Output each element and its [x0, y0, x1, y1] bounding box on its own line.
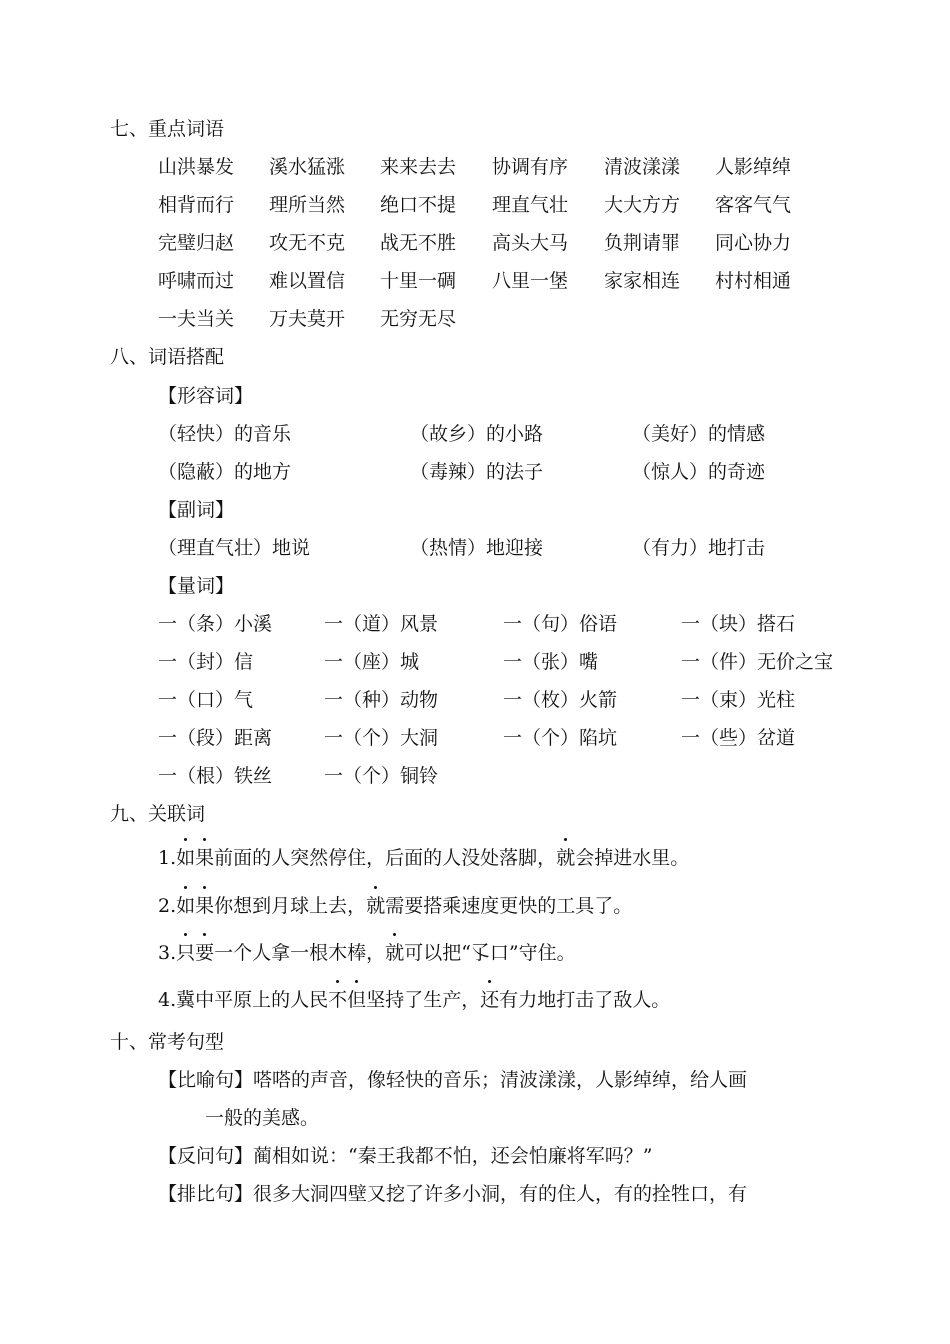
sentence-text: 一个人拿一根木棒，: [214, 942, 386, 964]
sentence-text: 嗒嗒的声音，像轻快的音乐；清波漾漾，人影绰绰，给人画: [253, 1069, 748, 1091]
collocation: （轻快）的音乐: [158, 423, 292, 445]
measure-row: [158, 726, 918, 750]
conjunction-sentence-1: [158, 846, 689, 870]
emphasized-character: 果: [195, 847, 215, 869]
simile-sentence: [158, 1068, 747, 1092]
collocation: （理直气壮）地说: [158, 537, 311, 559]
emphasized-character: 还: [480, 989, 500, 1011]
sentence-text: 前面的人突然停住，后面的人没处落脚，: [214, 847, 557, 869]
sentence-text: 蔺相如说：“秦王我都不怕，还会怕廉将军吗？”: [253, 1145, 653, 1167]
word: 山洪暴发: [158, 156, 235, 178]
word: 家家相连: [604, 270, 681, 292]
word: 高头大马: [492, 232, 569, 254]
collocation: （隐蔽）的地方: [158, 461, 292, 483]
collocation: （美好）的情感: [632, 423, 766, 445]
collocation: （惊人）的奇迹: [632, 461, 766, 483]
measure-phrase: 一（枚）火箭: [503, 689, 618, 711]
measure-phrase: 一（封）信: [158, 651, 254, 673]
measure-phrase: 一（张）嘴: [503, 651, 599, 673]
measure-phrase: 一（个）大洞: [324, 727, 439, 749]
sentence-text: 可以把“孓口”守住。: [404, 942, 576, 964]
emphasized-character: 就: [556, 847, 576, 869]
sentence-text: 坚持了生产，: [366, 989, 481, 1011]
sentence-type-tag: 【比喻句】: [158, 1069, 254, 1091]
word: 协调有序: [492, 156, 569, 178]
word: 一夫当关: [158, 308, 235, 330]
emphasized-character: 如: [176, 847, 196, 869]
word: 人影绰绰: [715, 156, 792, 178]
emphasized-character: 就: [385, 942, 405, 964]
measure-phrase: 一（条）小溪: [158, 613, 273, 635]
measure-row: [158, 612, 918, 636]
conjunction-word: [366, 895, 385, 917]
conjunction-word: [556, 847, 575, 869]
word: 完璧归赵: [158, 232, 235, 254]
conjunction-sentence-2: [158, 894, 632, 918]
word-row: [158, 231, 918, 255]
word: 战无不胜: [380, 232, 457, 254]
word: 村村相通: [715, 270, 792, 292]
measure-phrase: 一（个）铜铃: [324, 765, 439, 787]
section-7-title: 七、重点词语: [110, 118, 225, 140]
collocation-row: [158, 460, 918, 484]
measure-phrase: 一（座）城: [324, 651, 420, 673]
conjunction-word: [480, 989, 499, 1011]
measure-phrase: 一（句）俗语: [503, 613, 618, 635]
section-10-title: 十、常考句型: [110, 1031, 225, 1053]
item-number: 4.: [158, 989, 177, 1011]
word: 溪水猛涨: [269, 156, 346, 178]
measure-phrase: 一（道）风景: [324, 613, 439, 635]
measure-phrase: 一（段）距离: [158, 727, 273, 749]
measure-phrase: 一（口）气: [158, 689, 254, 711]
parallelism-sentence: [158, 1182, 747, 1206]
sentence-type-tag: 【反问句】: [158, 1145, 254, 1167]
measure-phrase: 一（根）铁丝: [158, 765, 273, 787]
emphasized-character: 就: [366, 895, 386, 917]
conjunction-word: [385, 942, 404, 964]
measure-phrase: 一（种）动物: [324, 689, 439, 711]
emphasized-character: 如: [176, 895, 196, 917]
conjunction-sentence-3: [158, 941, 576, 965]
section-9-title: 九、关联词: [110, 803, 206, 825]
word-row: [158, 155, 918, 179]
word: 十里一碉: [380, 270, 457, 292]
measure-row: [158, 688, 918, 712]
section-8-title: 八、词语搭配: [110, 346, 225, 368]
word: 难以置信: [269, 270, 346, 292]
word-row: [158, 193, 918, 217]
word: 理所当然: [269, 194, 346, 216]
conjunction-sentence-4: [158, 988, 670, 1012]
conjunction-word: [176, 847, 214, 869]
emphasized-character: 不: [328, 989, 348, 1011]
collocation-row: [158, 422, 918, 446]
conjunction-word: [328, 989, 366, 1011]
word: 八里一堡: [492, 270, 569, 292]
collocation: （毒辣）的法子: [410, 461, 544, 483]
sentence-text: 需要搭乘速度更快的工具了。: [385, 895, 633, 917]
emphasized-character: 只: [176, 942, 196, 964]
measure-row: [158, 650, 918, 674]
adjective-label: 【形容词】: [158, 385, 254, 407]
measure-phrase: 一（些）岔道: [681, 727, 796, 749]
conjunction-word: [176, 895, 214, 917]
collocation: （热情）地迎接: [410, 537, 544, 559]
word: 来来去去: [380, 156, 457, 178]
item-number: 3.: [158, 942, 177, 964]
item-number: 2.: [158, 895, 177, 917]
measure-word-label: 【量词】: [158, 575, 235, 597]
measure-phrase: 一（件）无价之宝: [681, 651, 834, 673]
word: 相背而行: [158, 194, 235, 216]
item-number: 1.: [158, 847, 177, 869]
word: 呼啸而过: [158, 270, 235, 292]
word-row: [158, 269, 918, 293]
emphasized-character: 但: [347, 989, 367, 1011]
measure-phrase: 一（个）陷坑: [503, 727, 618, 749]
sentence-text: 有力地打击了敌人。: [499, 989, 671, 1011]
collocation: （故乡）的小路: [410, 423, 544, 445]
word: 理直气壮: [492, 194, 569, 216]
collocation-row: [158, 536, 918, 560]
measure-row: [158, 764, 918, 788]
word: 同心协力: [715, 232, 792, 254]
sentence-text: 冀中平原上的人民: [176, 989, 329, 1011]
word: 大大方方: [604, 194, 681, 216]
word: 客客气气: [715, 194, 792, 216]
emphasized-character: 要: [195, 942, 215, 964]
conjunction-word: [176, 942, 214, 964]
measure-phrase: 一（束）光柱: [681, 689, 796, 711]
sentence-type-tag: 【排比句】: [158, 1183, 254, 1205]
collocation: （有力）地打击: [632, 537, 766, 559]
sentence-text: 会掉进水里。: [575, 847, 690, 869]
word-row: [158, 307, 918, 331]
sentence-text: 很多大洞四壁又挖了许多小洞，有的住人，有的拴牲口，有: [253, 1183, 748, 1205]
simile-sentence-continued: 一般的美感。: [205, 1107, 320, 1129]
sentence-text: 你想到月球上去，: [214, 895, 367, 917]
word: 万夫莫开: [269, 308, 346, 330]
word: 绝口不提: [380, 194, 457, 216]
word: 攻无不克: [269, 232, 346, 254]
word: 无穷无尽: [380, 308, 457, 330]
word: 清波漾漾: [604, 156, 681, 178]
emphasized-character: 果: [195, 895, 215, 917]
word: 负荆请罪: [604, 232, 681, 254]
adverb-label: 【副词】: [158, 499, 235, 521]
measure-phrase: 一（块）搭石: [681, 613, 796, 635]
rhetorical-question-sentence: [158, 1144, 652, 1168]
